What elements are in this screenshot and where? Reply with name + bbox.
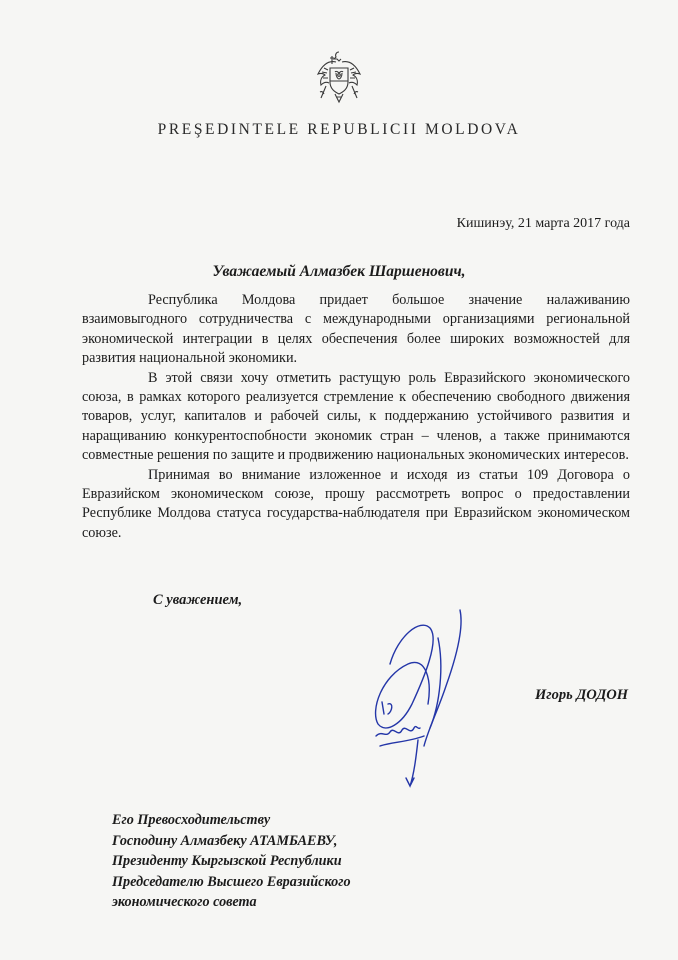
paragraph: Принимая во внимание изложенное и исходя из статьи 109 Договора о Евразийском экономическом союзе, прошу рассмотреть вопрос о предоставлении Республике Молдова статуса государства-наблюдателя при Евразийском экономическом союзе.	[82, 466, 630, 541]
addressee-line: экономического совета	[112, 894, 257, 911]
signature-icon	[368, 606, 488, 790]
signer-name: Игорь ДОДОН	[534, 687, 628, 703]
letterhead-title: PREŞEDINTELE REPUBLICII MOLDOVA	[157, 121, 521, 138]
paragraph: В этой связи хочу отметить растущую роль Евразийского экономического союза, в рамках которого реализуется стремление к обеспечению свободного движения товаров, услуг, капиталов и рабочей силы, к поддержанию устойчивого развития и наращиванию конкурентоспобности экономик стран – членов, а также принимаются совместные решения по защите и продвижению национальных экономических интересов.	[82, 369, 630, 464]
addressee-line: Президенту Кыргызской Республики	[112, 853, 342, 870]
addressee-line: Его Превосходительству	[112, 812, 271, 828]
addressee-block	[112, 810, 351, 913]
salutation: Уважаемый Алмазбек Шаршенович,	[212, 263, 466, 280]
date-line: Кишинэу, 21 марта 2017 года	[456, 216, 630, 231]
addressee-line: Председателю Высшего Евразийского	[112, 873, 351, 890]
addressee-line: Господину Алмазбеку АТАМБАЕВУ,	[112, 832, 338, 849]
closing: С уважением,	[153, 592, 243, 608]
coat-of-arms-icon	[312, 44, 366, 110]
paragraph: Республика Молдова придает большое значение налаживанию взаимовыгодного сотрудничества с международными организациями региональной экономической интеграции в целях обеспечения более широких возможностей для развития национальной экономики.	[82, 292, 630, 367]
letter-body	[82, 291, 630, 543]
